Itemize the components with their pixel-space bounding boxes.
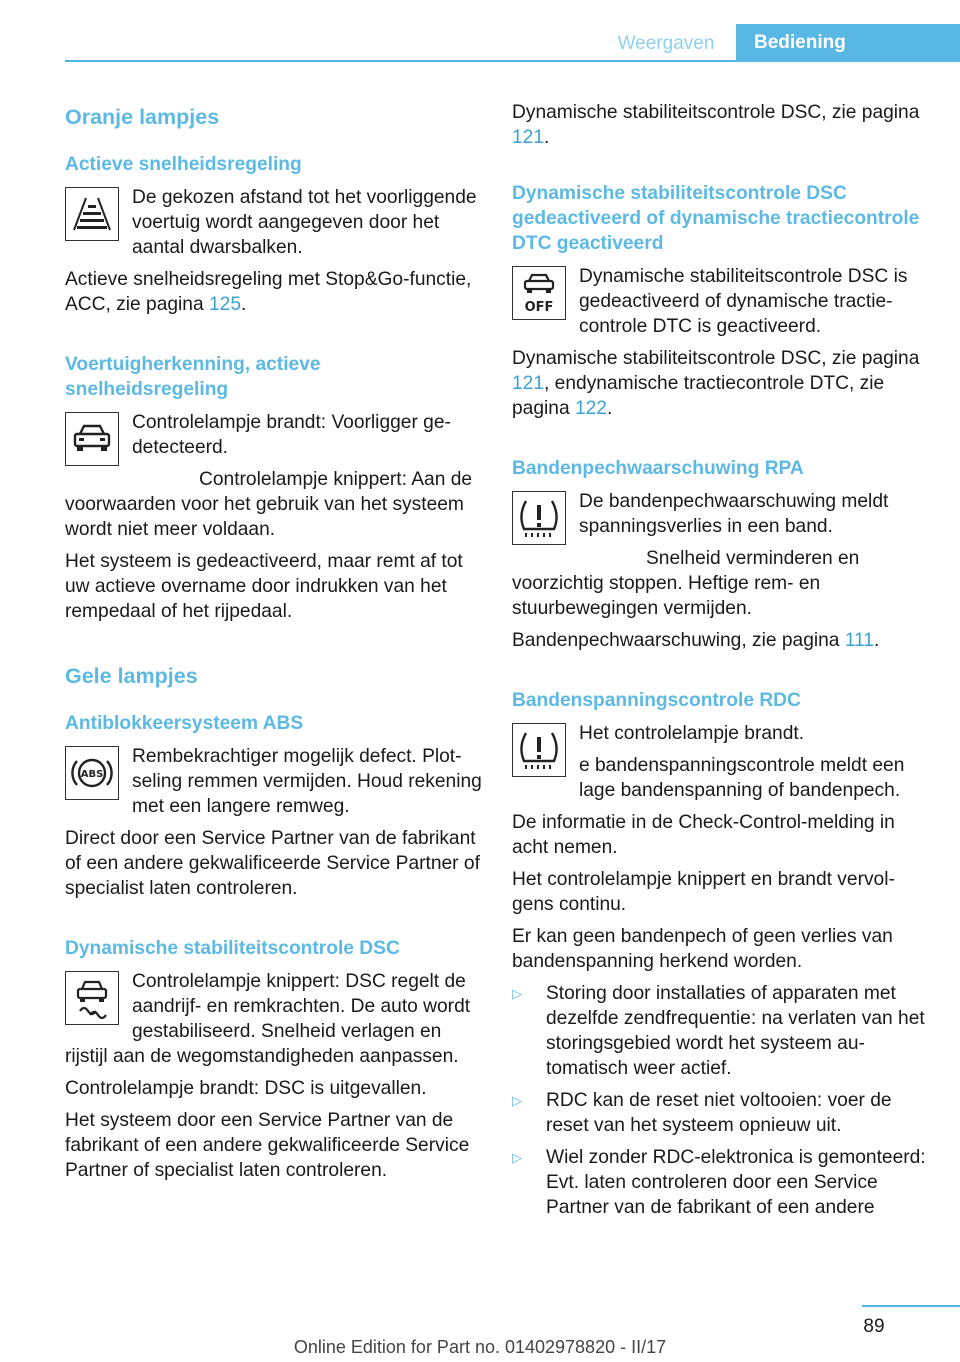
dsc-paragraph-2: Het systeem door een Service Partner van de fabrikant of een andere gekwalificeerde Service Partner of specialist laten controleren.: [65, 1110, 470, 1181]
triangle-bullet-icon: ▷: [512, 1093, 522, 1108]
heading-oranje-lampjes: Oranje lampjes: [65, 105, 220, 129]
page-link-121[interactable]: 121: [512, 127, 545, 148]
triangle-bullet-icon: ▷: [512, 1150, 522, 1165]
heading-vehicle-detection: Voertuigherkenning, actieve snelheidsregeling: [65, 354, 321, 400]
abs-icon-text: Rembekrachtiger mogelijk defect. Plotseling remmen vermijden. Houd rekening met een langere remweg.: [132, 746, 482, 817]
dsc-block: [65, 969, 485, 1069]
tire-warning-icon: [512, 491, 566, 545]
rdc-block: [512, 721, 927, 803]
tab-weergaven[interactable]: Weergaven: [617, 33, 715, 54]
acc-icon-text: De gekozen afstand tot het voorliggende voertuig wordt aangegeven door het aantal dwarsbalken.: [132, 187, 477, 258]
abs-icon: [65, 746, 119, 800]
edition-footer: Online Edition for Part no. 01402978820 - II/17: [293, 1337, 667, 1357]
tab-bediening[interactable]: Bediening: [736, 24, 960, 62]
abs-block: [65, 744, 485, 819]
veh-block: [65, 410, 485, 542]
rdc-bullet-list: [512, 981, 927, 1220]
page-link-111[interactable]: 111: [844, 630, 874, 651]
rdc-paragraph-1: De informatie in de Check-Control-melding in acht nemen.: [512, 812, 895, 858]
page-number: 89: [863, 1316, 885, 1337]
ref-text: Dynamische stabiliteitscontrole DSC, zie pagina: [512, 102, 920, 123]
acc-block: [65, 185, 485, 260]
list-item: [512, 1088, 927, 1138]
ref-punct: .: [544, 127, 550, 148]
left-column: [65, 100, 485, 1190]
list-item: [512, 1145, 927, 1220]
rpa-paragraph: Snelheid verminderen en voorzichtig stoppen. Heftige rem- en stuurbewegingen vermijden.: [512, 548, 860, 619]
ref-text: Actieve snelheidsregeling met Stop&Go-functie, ACC, zie pagina: [65, 269, 472, 315]
rpa-icon-text: De bandenpechwaarschuwing meldt spanningsverlies in een band.: [579, 491, 889, 537]
dsc-icon-text: Controlelampje knippert: DSC regelt de aandrijf- en remkrachten. De auto wordt gestabiliseerd. Snelheid verlagen en rijstijl aan de wegomstandigheden aanpassen.: [65, 971, 471, 1067]
rdc-paragraph-3: Er kan geen bandenpech of geen verlies van bandenspanning herkend worden.: [512, 926, 893, 972]
heading-dsc: Dynamische stabiliteitscontrole DSC: [65, 938, 400, 959]
list-item-text: Storing door installaties of apparaten met dezelfde zendfrequentie: na verlaten van het storingsgebied wordt het systeem automatisch weer actief.: [546, 983, 925, 1079]
heading-rpa: Bandenpechwaarschuwing RPA: [512, 458, 804, 479]
dsc-off-icon: [512, 266, 566, 320]
ref-punct: .: [873, 630, 880, 651]
dsc-reference: [512, 100, 927, 150]
dscoff-block: [512, 264, 927, 339]
dsc-skid-icon: [65, 971, 119, 1025]
abs-icon-label: ABS: [80, 769, 104, 780]
footer-rule: [862, 1305, 960, 1307]
right-column: [512, 100, 927, 1227]
list-item-text: Wiel zonder RDC-elektronica is gemonteerd: Evt. laten controleren door een Service Partner van de fabrikant of een andere: [546, 1147, 926, 1218]
veh-blink-text: Controlelampje knippert: Aan de voorwaarden voor het gebruik van het systeem wordt niet meer voldaan.: [65, 469, 473, 540]
tire-pressure-icon: [512, 723, 566, 777]
heading-acc: Actieve snelheidsregeling: [65, 154, 302, 175]
page-link-125[interactable]: 125: [208, 294, 241, 315]
veh-paragraph: Het systeem is gedeactiveerd, maar remt af tot uw actieve overname door indrukken van het rempedaal of het rijpedaal.: [65, 551, 463, 622]
dscoff-reference: [512, 346, 927, 421]
rpa-reference: [512, 628, 927, 653]
rdc-icon-text-1: Het controlelampje brandt.: [579, 723, 805, 744]
rpa-block: [512, 489, 927, 621]
triangle-bullet-icon: ▷: [512, 986, 522, 1001]
page-link-122[interactable]: 122: [574, 398, 607, 419]
dscoff-icon-text: Dynamische stabiliteitscontrole DSC is gedeactiveerd of dynamische tractiecontrole DTC is geactiveerd.: [579, 266, 908, 337]
list-item-text: RDC kan de reset niet voltooien: voer de reset van het systeem opnieuw uit.: [546, 1090, 892, 1136]
dsc-paragraph-1: Controlelampje brandt: DSC is uitgevallen.: [65, 1078, 427, 1099]
ref-text: Dynamische stabiliteitscontrole DSC, zie pagina: [512, 348, 920, 369]
distance-bars-icon: [65, 187, 119, 241]
ref-punct: .: [606, 398, 613, 419]
acc-reference: [65, 267, 485, 317]
heading-abs: Antiblokkeersysteem ABS: [65, 713, 304, 734]
list-item: [512, 981, 927, 1081]
heading-gele-lampjes: Gele lampjes: [65, 664, 198, 688]
heading-rdc: Bandenspanningscontrole RDC: [512, 690, 801, 711]
ref-text: Bandenpechwaarschuwing, zie pagina: [512, 630, 845, 651]
heading-dsc-off: Dynamische stabiliteitscontrole DSC gedeactiveerd of dynamische tractiecontrole DTC geactiveerd: [512, 183, 920, 254]
page-link-121[interactable]: 121: [512, 373, 545, 394]
rdc-paragraph-2: Het controlelampje knippert en brandt vervolgens continu.: [512, 869, 895, 915]
ref-punct: .: [241, 294, 247, 315]
abs-paragraph: Direct door een Service Partner van de fabrikant of een andere gekwalificeerde Service Partner of specialist laten controleren.: [65, 828, 480, 899]
rdc-icon-text-2: e bandenspanningscontrole meldt een lage bandenspanning of bandenpech.: [579, 755, 905, 801]
ref-text: , endynamische tractiecontrole DTC, zie pagina: [512, 373, 885, 419]
dsc-off-icon-label: OFF: [524, 300, 554, 315]
car-icon: [65, 412, 119, 466]
veh-icon-text: Controlelampje brandt: Voorligger gedetecteerd.: [132, 412, 451, 458]
